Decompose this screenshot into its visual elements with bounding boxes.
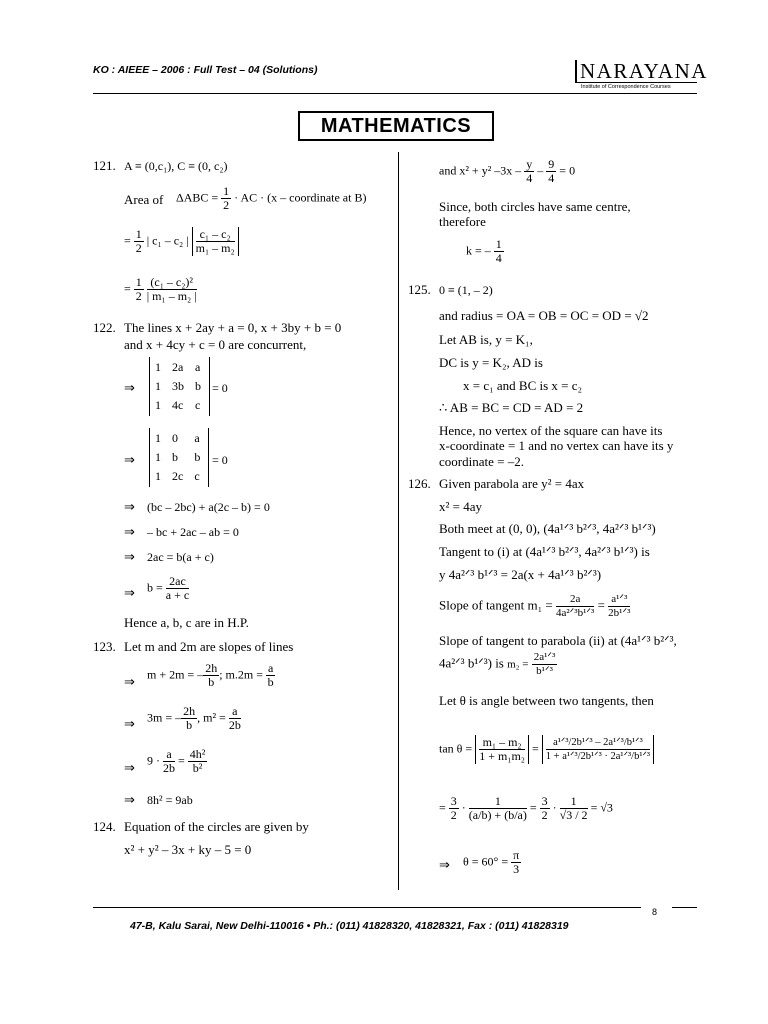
q125-statement: 0 ≡ (1, – 2) <box>439 283 493 297</box>
page-number: 8 <box>652 907 658 917</box>
q123-step4: 8h² = 9ab <box>147 793 193 807</box>
q122-line1: The lines x + 2ay + a = 0, x + 3by + b = 0 <box>124 320 342 335</box>
implies-icon: ⇒ <box>124 792 135 807</box>
logo <box>575 59 708 91</box>
q126-line5: y 4a²ᐟ³ b¹ᐟ³ = 2a(x + 4a¹ᐟ³ b²ᐟ³) <box>439 567 602 582</box>
q122-det1-eq: = 0 <box>212 381 228 395</box>
footer-rule <box>93 907 641 908</box>
q125-line4: x = c₁ and BC is x = c₂ <box>463 378 583 393</box>
q126-line3: Both meet at (0, 0), (4a¹ᐟ³ b²ᐟ³, 4a²ᐟ³ b¹ᐟ³) <box>439 521 656 536</box>
header-rule <box>93 93 697 94</box>
implies-icon: ⇒ <box>124 549 135 564</box>
implies-icon: ⇒ <box>124 380 135 395</box>
q123-step2: 3m = – $\frac{2h}{b}$ , m² = $\frac{a}{2b}$ <box>147 704 241 732</box>
q126-step-simplify: = $\frac{3}{2}$ · $\frac{1}{(a/b) + (b/a)}$ = $\frac{3}{2}$ · $\frac{1}{√3 / 2}$ = √3 <box>439 794 613 822</box>
logo-name: NARAYANA <box>575 60 697 82</box>
implies-icon: ⇒ <box>124 585 135 600</box>
q125-line3: DC is y = K₂, AD is <box>439 355 543 370</box>
q121-number: 121. <box>93 158 116 173</box>
q126-line8: 4a²ᐟ³ b¹ᐟ³) is m₂ = $\frac{\text{2a¹ᐟ³}}{\text{b¹ᐟ³}}$ <box>439 651 556 677</box>
q123-step3: 9 · $\frac{a}{2b}$ = $\frac{\text{4h²}}{\text{b²}}$ <box>147 747 206 775</box>
q124-statement: Equation of the circles are given by <box>124 819 309 834</box>
implies-icon: ⇒ <box>124 452 135 467</box>
q122-line2: and x + 4cy + c = 0 are concurrent, <box>124 337 307 352</box>
q123-number: 123. <box>93 639 116 654</box>
q122-step6: b = $\frac{2ac}{a + c}$ <box>147 574 190 602</box>
q121-step3: = $\frac{1}{2}$ $\frac{\text{(c₁ – c₂)²}}{\text{| m₁ – m₂ |}}$ <box>124 275 197 303</box>
q122-step4: – bc + 2ac – ab = 0 <box>147 525 239 539</box>
q125-sqrt: √2 <box>634 308 649 323</box>
q125-line6: Hence, no vertex of the square can have its <box>439 423 663 438</box>
q124-number: 124. <box>93 819 116 834</box>
q124-therefore: therefore <box>439 214 486 229</box>
q121-statement: A ≡ (0,c₁), C ≡ (0, c₂) <box>124 159 228 173</box>
page-title: MATHEMATICS <box>298 111 494 141</box>
q125-line5: ∴ AB = BC = CD = AD = 2 <box>439 400 584 415</box>
implies-icon: ⇒ <box>124 716 135 731</box>
q125-radius: and radius = OA = OB = OC = OD = √2 <box>439 308 649 323</box>
q126-line9: Let θ is angle between two tangents, then <box>439 693 654 708</box>
q126-line2: x² = 4ay <box>439 499 482 514</box>
q126-line7: Slope of tangent to parabola (ii) at (4a¹ᐟ³ b²ᐟ³, <box>439 633 677 648</box>
q122-number: 122. <box>93 320 116 335</box>
implies-icon: ⇒ <box>124 674 135 689</box>
q123-statement: Let m and 2m are slopes of lines <box>124 639 294 654</box>
q122-determinant-1: 1 2a a 1 3b b 1 4c c <box>149 357 210 416</box>
q122-det2-eq: = 0 <box>212 453 228 467</box>
footer-rule-short <box>672 907 697 908</box>
q121-area-label: Area of <box>124 192 164 207</box>
q123-step1: m + 2m = – $\frac{2h}{b}$ ; m.2m = $\frac{a}{b}$ <box>147 661 274 689</box>
q124-eq2: and x² + y² –3x – $\frac{y}{4}$ – $\frac{9}{4}$ = 0 <box>439 157 576 185</box>
q125-line8: coordinate = –2. <box>439 454 524 469</box>
implies-icon: ⇒ <box>439 857 450 872</box>
q122-conclusion: Hence a, b, c are in H.P. <box>124 615 249 630</box>
q126-slope-m1: Slope of tangent m₁ = $\frac{2a}{\text{4a²ᐟ³b¹ᐟ³}}$ = $\frac{\text{a¹ᐟ³}}{\text{2b¹ᐟ³}}$ <box>439 593 631 619</box>
q124-answer: k = – $\frac{1}{4}$ <box>466 237 502 265</box>
implies-icon: ⇒ <box>124 524 135 539</box>
q122-step3: (bc – 2bc) + a(2c – b) = 0 <box>147 500 270 514</box>
q122-determinant-2: 1 0 a 1 b b 1 2c c <box>149 428 209 487</box>
logo-subtitle: Institute of Correspondence Courses <box>575 82 697 91</box>
column-divider <box>398 152 399 890</box>
q121-step2: = $\frac{1}{2}$ | c₁ – c₂ | $\frac{\text{c₁ – c₂}}{\text{m₁ – m₂}}$ <box>124 227 239 256</box>
q121-area-formula: ΔABC = $\frac{1}{2}$ · AC · (x – coordinate at B) <box>176 184 367 212</box>
q125-number: 125. <box>408 282 431 297</box>
implies-icon: ⇒ <box>124 760 135 775</box>
footer-address: 47-B, Kalu Sarai, New Delhi-110016 • Ph.: (011) 41828320, 41828321, Fax : (011) 41828319 <box>130 920 569 932</box>
q125-line7: x-coordinate = 1 and no vertex can have its y <box>439 438 674 453</box>
implies-icon: ⇒ <box>124 499 135 514</box>
q126-line4: Tangent to (i) at (4a¹ᐟ³ b²ᐟ³, 4a²ᐟ³ b¹ᐟ³) is <box>439 544 650 559</box>
q124-equation: x² + y² – 3x + ky – 5 = 0 <box>124 842 252 857</box>
q126-tan-formula: tan θ = $\frac{\text{m₁ – m₂}}{\text{1 + m₁m₂}}$ = $\frac{\text{a¹ᐟ³/2b¹ᐟ³ – 2a¹ᐟ³/b¹ᐟ³}}{\text{1 + a¹ᐟ³/2b¹ᐟ³ · 2a¹ᐟ³/b¹ᐟ³}}$ <box>439 735 654 764</box>
q126-number: 126. <box>408 476 431 491</box>
q125-line2: Let AB is, y = K₁, <box>439 332 533 347</box>
q126-line1: Given parabola are y² = 4ax <box>439 476 585 491</box>
q124-since: Since, both circles have same centre, <box>439 199 631 214</box>
q126-final: θ = 60° = $\frac{\pi}{3}$ <box>463 848 520 876</box>
header-title: KO : AIEEE – 2006 : Full Test – 04 (Solutions) <box>93 64 318 76</box>
q122-step5: 2ac = b(a + c) <box>147 550 214 564</box>
